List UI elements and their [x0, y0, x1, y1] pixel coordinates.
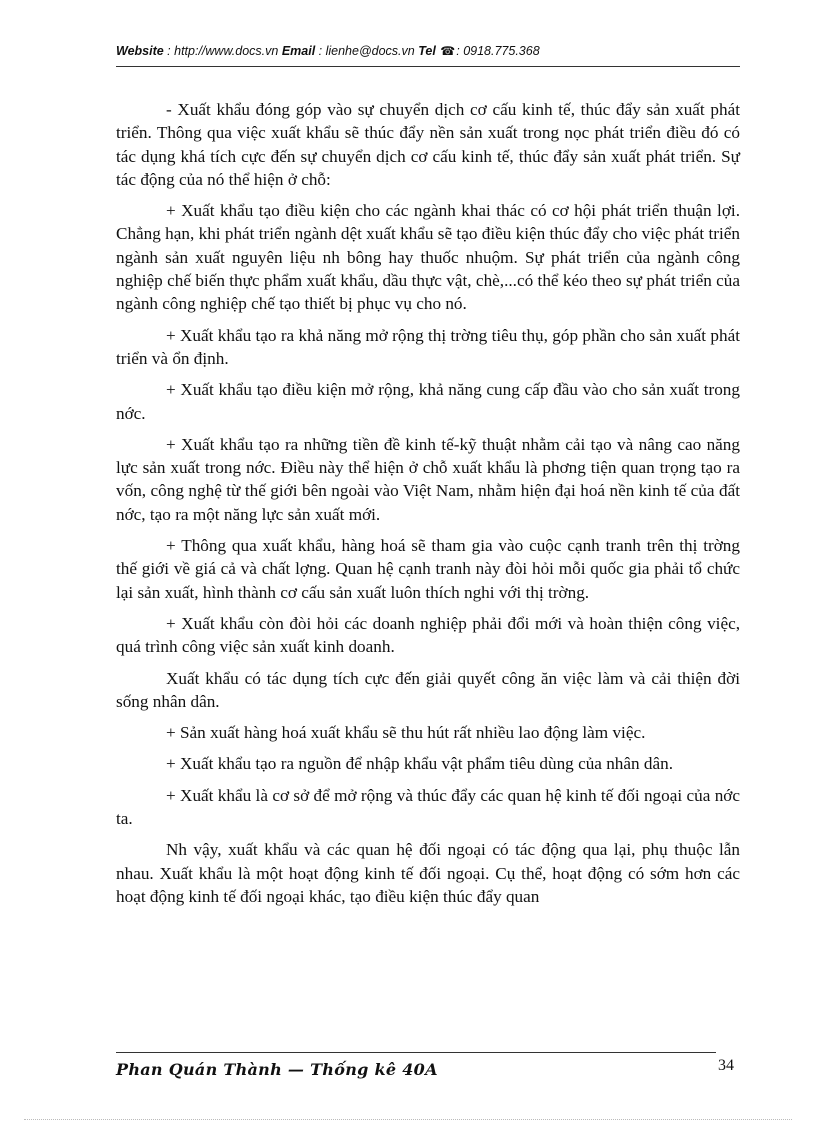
paragraph: + Xuất khẩu tạo ra những tiền đề kinh tế-kỹ thuật nhằm cải tạo và nâng cao năng lực sản xuất trong nớc. Điều này thể hiện ở chỗ xuất khẩu là phơng tiện quan trọng tạo ra vốn, công nghệ từ thế giới bên ngoài vào Việt Nam, nhằm hiện đại hoá nền kinh tế của đất nớc, tạo ra một năng lực sản xuất mới.	[116, 434, 740, 524]
website-label: Website	[116, 44, 164, 58]
paragraph: + Xuất khẩu tạo điều kiện mở rộng, khả năng cung cấp đầu vào cho sản xuất trong nớc.	[116, 380, 740, 423]
paragraph: + Xuất khẩu tạo điều kiện cho các ngành khai thác có cơ hội phát triển thuận lợi. Chẳng hạn, khi phát triển ngành dệt xuất khẩu sẽ tạo điều kiện thúc đẩy cho việc phát triển ngành sản xuất nguyên liệu nh bông hay thuốc nhuộm. Sự phát triển của ngành công nghiệp chế biến thực phẩm xuất khẩu, dầu thực vật, chè,...có thể kéo theo sự phát triển của ngành công nghiệp chế tạo thiết bị phục vụ cho nó.	[116, 201, 740, 314]
footer-author: Phan Quán Thành — Thống kê 40A	[116, 1060, 438, 1079]
paragraph: + Xuất khẩu còn đòi hỏi các doanh nghiệp phải đổi mới và hoàn thiện công việc, quá trình công việc sản xuất kinh doanh.	[116, 613, 740, 657]
tel-number: : 0918.775.368	[456, 44, 540, 58]
paragraph: Nh vậy, xuất khẩu và các quan hệ đối ngoại có tác động qua lại, phụ thuộc lẫn nhau. Xuất khẩu là một hoạt động kinh tế đối ngoại. Cụ thể, hoạt động có sớm hơn các hoạt động kinh tế đối ngoại khác, tạo điều kiện thúc đẩy quan	[116, 840, 740, 906]
tel-label: Tel	[418, 44, 436, 58]
phone-icon: ☎	[440, 44, 456, 58]
footer-divider	[116, 1052, 716, 1053]
paragraph: + Thông qua xuất khẩu, hàng hoá sẽ tham gia vào cuộc cạnh tranh trên thị trờng thế giới về giá cả và chất lợng. Quan hệ cạnh tranh này đòi hỏi mỗi quốc gia phải tổ chức lại sản xuất, hình thành cơ cấu sản xuất luôn thích nghi với thị trờng.	[116, 536, 740, 602]
document-body	[116, 98, 740, 916]
paragraph: Xuất khẩu có tác dụng tích cực đến giải quyết công ăn việc làm và cải thiện đời sống nhân dân.	[116, 668, 740, 711]
page-bottom-border	[24, 1119, 792, 1120]
paragraph: - Xuất khẩu đóng góp vào sự chuyển dịch cơ cấu kinh tế, thúc đẩy sản xuất phát triển. Thông qua việc xuất khẩu sẽ thúc đẩy nền sản xuất trong nọc phát triển điều đó có tác dụng khá tích cực đến sự chuyển dịch cơ cấu kinh tế, thúc đẩy sản xuất phát triển. Sự tác động của nó thể hiện ở chỗ:	[116, 100, 740, 189]
page-number: 34	[718, 1057, 734, 1074]
website-url[interactable]: : http://www.docs.vn	[163, 44, 282, 58]
email-label: Email	[281, 44, 316, 58]
paragraph: + Xuất khẩu là cơ sở để mở rộng và thúc đẩy các quan hệ kinh tế đối ngoại của nớc ta.	[116, 785, 740, 829]
paragraph: + Xuất khẩu tạo ra khả năng mở rộng thị trờng tiêu thụ, góp phần cho sản xuất phát triển và ổn định.	[116, 325, 740, 368]
page-header	[116, 44, 740, 67]
paragraph: + Sản xuất hàng hoá xuất khẩu sẽ thu hút rất nhiều lao động làm việc.	[166, 723, 646, 743]
email-address[interactable]: : lienhe@docs.vn	[315, 44, 419, 58]
paragraph: + Xuất khẩu tạo ra nguồn để nhập khẩu vật phẩm tiêu dùng của nhân dân.	[166, 754, 674, 774]
